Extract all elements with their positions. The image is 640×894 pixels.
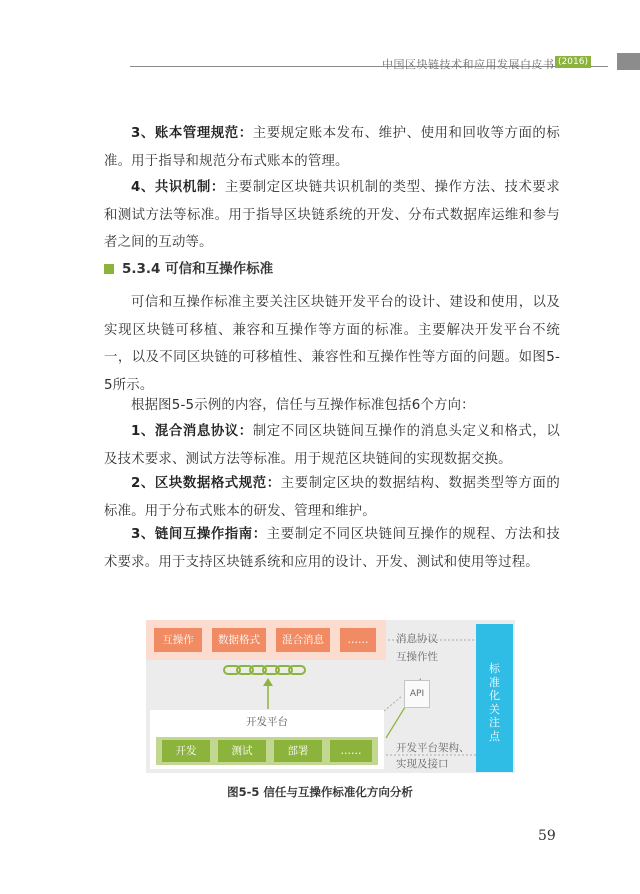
box-ellipsis-green: …… bbox=[330, 740, 372, 762]
box-interop: 互操作 bbox=[154, 628, 202, 652]
paragraph-text: 根据图5-5示例的内容，信任与互操作标准包括6个方向： bbox=[131, 398, 475, 413]
page-number: 59 bbox=[538, 828, 556, 844]
paragraph-cross-chain-guide bbox=[104, 521, 560, 576]
paragraph-text: 主要制定区块链共识机制的类型、操作方法、技术要求和测试方法等标准。用于指导区块链系统的开发、分布式数据库运维和参与者之间的互动等。 bbox=[104, 180, 560, 250]
paragraph-label: 3、链间互操作指南： bbox=[131, 527, 267, 542]
paragraph-text: 可信和互操作标准主要关注区块链开发平台的设计、建设和使用，以及实现区块链可移植、兼容和互操作等方面的标准。主要解决开发平台不统一，以及不同区块链的可移植性、兼容性和互操作性等方面的问题。如图5-5所示。 bbox=[104, 295, 560, 393]
box-test: 测试 bbox=[218, 740, 266, 762]
paragraph-label: 4、共识机制： bbox=[131, 180, 225, 195]
box-deploy: 部署 bbox=[274, 740, 322, 762]
paragraph-label: 1、混合消息协议： bbox=[131, 424, 253, 439]
label-platform-impl: 实现及接口 bbox=[396, 758, 449, 770]
paragraph-mixed-message-protocol bbox=[104, 418, 560, 473]
standardization-focus-bar bbox=[476, 624, 513, 772]
label-interoperability: 互操作性 bbox=[396, 651, 438, 663]
standardization-focus-label: 标 准 化 关 注 点 bbox=[489, 662, 500, 743]
box-ellipsis: …… bbox=[340, 628, 376, 652]
dev-platform-box bbox=[150, 710, 384, 769]
paragraph-six-directions bbox=[104, 392, 560, 420]
section-heading: 5.3.4 可信和互操作标准 bbox=[122, 261, 274, 277]
green-platform-row bbox=[156, 737, 378, 765]
paragraph-ledger-management bbox=[104, 120, 560, 175]
box-mixed-message: 混合消息 bbox=[276, 628, 330, 652]
paragraph-text: 制定不同区块链间互操作的消息头定义和格式，以及技术要求、测试方法等标准。用于规范区块链间的实现数据交换。 bbox=[104, 424, 560, 467]
paragraph-label: 3、账本管理规范： bbox=[131, 126, 253, 141]
paragraph-text: 主要规定账本发布、维护、使用和回收等方面的标准。用于指导和规范分布式账本的管理。 bbox=[104, 126, 560, 169]
running-header-title: 中国区块链技术和应用发展白皮书 bbox=[382, 58, 555, 71]
box-data-format: 数据格式 bbox=[212, 628, 266, 652]
section-marker-square bbox=[104, 264, 114, 274]
paragraph-text: 主要制定区块的数据结构、数据类型等方面的标准。用于分布式账本的研发、管理和维护。 bbox=[104, 476, 560, 519]
paragraph-label: 2、区块数据格式规范： bbox=[131, 476, 281, 491]
running-header-year-badge: (2016) bbox=[555, 56, 591, 68]
header-corner-tab bbox=[617, 53, 640, 70]
figure-5-5 bbox=[146, 620, 515, 773]
figure-caption: 图5-5 信任与互操作标准化方向分析 bbox=[227, 785, 413, 799]
paragraph-trust-interop-intro bbox=[104, 289, 560, 399]
paragraph-block-data-format bbox=[104, 470, 560, 525]
paragraph-consensus bbox=[104, 174, 560, 257]
dev-platform-title: 开发平台 bbox=[246, 716, 288, 728]
box-develop: 开发 bbox=[162, 740, 210, 762]
paragraph-text: 主要制定不同区块链间互操作的规程、方法和技术要求。用于支持区块链系统和应用的设计、开发、测试和使用等过程。 bbox=[104, 527, 560, 570]
api-box: API bbox=[404, 680, 430, 708]
label-platform-arch: 开发平台架构、 bbox=[396, 742, 470, 754]
label-message-protocol: 消息协议 bbox=[396, 633, 438, 645]
